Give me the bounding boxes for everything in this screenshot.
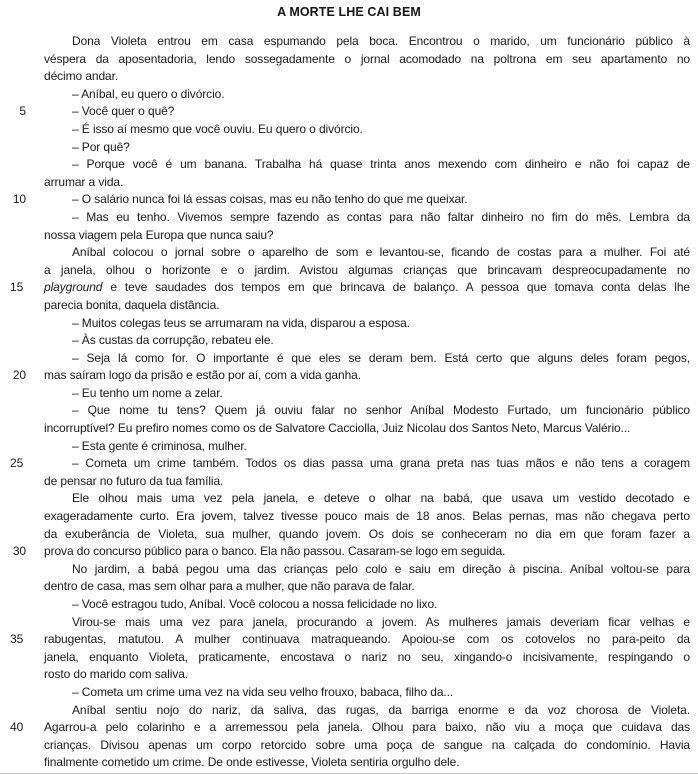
text-line: – Eu tenho um nome a zelar. — [72, 385, 223, 400]
text-line: Aníbal sentiu nojo do nariz, da saliva, das rugas, da barriga enorme e da voz chorosa de Violeta. — [72, 702, 690, 717]
text-line: Aníbal colocou o jornal sobre o aparelho de som e levantou-se, ficando de costas para a mulher. Foi até — [72, 245, 690, 260]
line-number: 30 — [12, 544, 26, 559]
text-line: décimo andar. — [44, 69, 119, 84]
text-line: dentro de casa, mas sem olhar para a mulher, que não parava de falar. — [44, 579, 415, 594]
text-line: No jardim, a babá pegou uma das crianças pelo colo e saiu em direção à piscina. Aníbal voltou-se para — [72, 561, 690, 576]
text-line: – É isso aí mesmo que você ouviu. Eu quero o divórcio. — [72, 121, 363, 136]
text-line: arrumar a vida. — [44, 174, 124, 189]
italic-word: playground — [44, 280, 103, 295]
text-line: de pensar no futuro da tua família. — [44, 473, 224, 488]
text-line: Virou-se mais uma vez para janela, procurando a jovem. As mulheres jamais deveriam ficar velhas e — [72, 614, 690, 629]
text-line: rosto do marido com saliva. — [44, 667, 189, 682]
text-line: – Seja lá como for. O importante é que eles se deram bem. Está certo que alguns deles foram pegos, — [72, 350, 690, 365]
text-line: – Você estragou tudo, Aníbal. Você colocou a nossa felicidade no lixo. — [72, 597, 438, 611]
line-number: 15 — [10, 280, 24, 295]
page-title: A MORTE LHE CAI BEM — [277, 5, 421, 19]
text-line: – Cometa um crime uma vez na vida seu velho frouxo, babaca, filho da... — [72, 684, 454, 699]
text-line: – Mas eu tenho. Vivemos sempre fazendo as contas para não faltar dinheiro no fim do mês. Lembra da — [72, 209, 690, 224]
text-line: 20 mas saíram logo da prisão e estão por aí, com a vida ganha. — [44, 367, 690, 385]
text-line: 5 – Você quer o quê? — [44, 103, 690, 121]
text-line: Ele olhou mais uma vez pela janela, e deteve o olhar na babá, que usava um vestido decotado e — [72, 491, 690, 506]
text-line: finalmente cometido um crime. De onde estivesse, Violeta sentiria orgulho dele. — [44, 755, 460, 770]
text-line: – Aníbal, eu quero o divórcio. — [72, 86, 225, 101]
text-line: exageradamente curto. Era jovem, talvez tivesse pouco mais de 18 anos. Belas pernas, mas não chegava perto — [44, 509, 690, 524]
text-line: – Muitos colegas teus se arrumaram na vida, disparou a esposa. — [72, 315, 410, 330]
text-line: 10 – O salário nunca foi lá essas coisas, mas eu não tenho do que me queixar. — [44, 191, 690, 209]
line-number: 40 — [10, 720, 24, 735]
text-line: Dona Violeta entrou em casa espumando pela boca. Encontrou o marido, um funcionário público à — [72, 34, 690, 48]
text-line: janela, enquanto Violeta, praticamente, encostava o nariz no seu, xingando-o incisivamente, respingando o — [44, 649, 690, 664]
line-number: 5 — [19, 104, 26, 119]
text-line: 35 rabugentas, matutou. A mulher continuava matraqueando. Apoiou-se com os cotovelos no para-peito da — [44, 631, 690, 649]
text-line: parecia bonita, daquela distância. — [44, 297, 220, 312]
text-line: 40 Agarrou-a pelo colarinho e a arremessou pela janela. Olhou para baixo, não viu a moça que cuidava das — [44, 719, 690, 737]
text-line: – Esta gente é criminosa, mulher. — [72, 438, 247, 453]
text-line: nossa viagem pela Europa que nunca saiu? — [44, 227, 274, 242]
line-number: 10 — [12, 192, 26, 207]
line-number: 25 — [10, 456, 24, 471]
text-line: 15 playground e teve saudades dos tempos em que brincava de balanço. A pessoa que tomava conta delas lhe — [44, 279, 690, 297]
text-line: incorruptível? Eu prefiro nomes como os de Salvatore Cacciolla, Juiz Nicolau dos Santos Neto, Marcus Valério... — [44, 421, 631, 436]
text-line: – Que nome tu tens? Quem já ouviu falar no senhor Aníbal Modesto Furtado, um funcionário público — [72, 403, 690, 418]
text-line: a janela, olhou o horizonte e o jardim. Avistou algumas crianças que brincavam despreocupadamente no — [44, 262, 690, 277]
text-line: 25 – Cometa um crime também. Todos os dias passa uma grana preta nas tuas mãos e não tens a coragem — [44, 455, 690, 473]
text-line: da exuberância de Violeta, sua mulher, quando jovem. Os dois se conheceram no dia em que foram fazer a — [44, 526, 690, 541]
line-number: 20 — [12, 368, 26, 383]
text-line: – Por quê? — [72, 139, 130, 154]
line-number: 35 — [10, 632, 24, 647]
text-line: crianças. Divisou apenas um corpo retorcido sobre uma poça de sangue na calçada do condomínio. Havia — [44, 737, 690, 752]
text-block — [10, 33, 690, 772]
text-line: – Às custas da corrupção, rebateu ele. — [72, 333, 274, 348]
text-line: véspera da aposentadoria, lendo sossegadamente o jornal acomodado na poltrona em seu apartamento no — [44, 51, 690, 66]
text-line: – Porque você é um banana. Trabalha há quase trinta anos mexendo com dinheiro e não foi capaz de — [72, 157, 690, 172]
text-line: 30 prova do concurso público para o banco. Ela não passou. Casaram-se logo em seguida. — [44, 543, 690, 561]
